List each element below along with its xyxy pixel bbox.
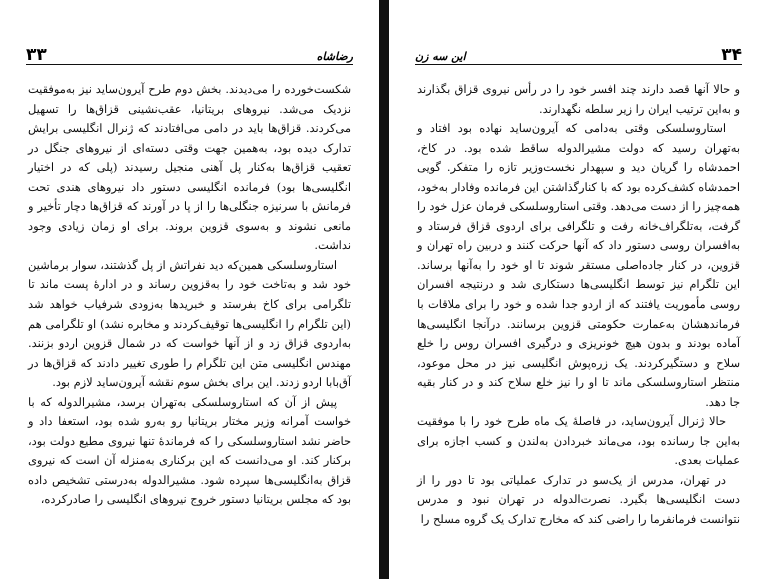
page-header (26, 42, 353, 65)
paragraph: پیش از آن که استاروسلسکی به‌تهران برسد، مشیرالدوله که با خواست آمرانه وزیر مختار بریتانیا رو به‌رو شده بود، استعفا داد و حاضر نشد استاروسلسکی را که فرماندهٔ تنها نیروی مطیع دولت بود، برکنار کند. او می‌دانست که این برکناری به‌منزله آن است که نیروی قزاق به‌انگلیسی‌ها سپرده شود. مشیرالدوله به‌درستی تشخیص داده بود که مجلس بریتانیا دستور خروج نیروهای انگلیسی را صادرکرده، (28, 394, 351, 507)
paragraph: استاروسلسکی همین‌که دید نفراتش از پل گذشتند، سوار برماشین خود شد و به‌تاخت خود را به‌قزوین رساند و در ادارهٔ پست ماند تا تلگرامی برای کاخ بفرستد و خبرید‌ها به‌زودی شرفیاب خواهد شد (این تلگرام را انگلیسی‌ها توقیف‌کردند و مخابره نشد) او تلگرامی هم به‌اردوی قزاق زد و از آنها خواست که در شمال قزوین اردو بزنند. مهندس انگلیسی متن این تلگرام را طوری تغییر دادند که قزاق‌ها در آق‌بابا اردو زدند. این برای بخش سوم نقشه آیرون‌ساید لازم بود. (28, 257, 351, 390)
running-title: این سه زن (415, 50, 466, 63)
paragraph: استاروسلسکی وقتی به‌دامی که آیرون‌ساید نهاده بود افتاد و به‌تهران رسید که دولت مشیرالدوله ساقط شده بود. در کاخ، احمدشاه را گریان دید و سپهدار نخست‌وزیر تازه را متفکر. گویی احمدشاه کشف‌کرده بود که با کنارگذاشتن این فرمانده وفادار به‌خود، همه‌چیز را از دست می‌دهد. وقتی استاروسلسکی فرمان عزل خود را گرفت، به‌تلگراف‌خانه رفت و تلگرافی برای اردوی قزاق فرستاد و به‌افسران روسی دستور داد که آنها حرکت کنند و دربین راه تهران و قزوین، در کنار جاده‌اصلی مستقر شوند تا او خود را به‌آنها برساند. این تلگرام نیز توسط انگلیسی‌ها دستکاری شد و درنتیجه افسران روسی مأموریت یافتند که از اردو جدا شده و خود را برای ملاقات با فرماندهشان به‌عمارت حکومتی قزوین برسانند. درآنجا انگلیسی‌ها آماده بودند و بدون هیچ خونریزی و درگیری افسران روس را خلع سلاح و دستگیرکردند. یک زره‌پوش انگلیسی نیز در محل موعود، منتظر استاروسلسکی ماند تا او را نیز خلع سلاح کند و در کنار بقیه جا دهد. (417, 121, 740, 409)
page-header (415, 42, 742, 65)
paragraph: در تهران، مدرس از یک‌سو در تدارک عملیاتی بود تا دور را از دست انگلیسی‌ها بگیرد. نصرت‌الدوله در تهران نبود و مدرس نتوانست فرمانفرما را راضی کند که مخارج تدارک یک گروه مسلح را (417, 472, 740, 527)
paragraph: و حالا آنها قصد دارند چند افسر خود را در رأس نیروی قزاق بگذارند و به‌این ترتیب ایران را زیر سلطه نگهدارند. (417, 82, 740, 116)
paragraph: شکست‌خورده را می‌دیدند. بخش دوم طرح آیرون‌ساید نیز به‌موفقیت نزدیک می‌شد. نیروهای بریتانیا، عقب‌نشینی قزاق‌ها را تسهیل می‌کردند. قزاق‌ها باید در دامی می‌افتادند که ژنرال انگلیسی برایش تدارک دیده بود، به‌همین جهت وقتی دسته‌ای از نیروهای جنگل در تعقیب قزاق‌ها به‌کنار پل آهنی منجیل رسیدند (پلی که در اختیار انگلیسی‌ها بود) فرمانده انگلیسی دستور داد نیروهای هندی تحت فرمانش با سرنیزه جنگلی‌ها را از پا در آورند که قزاق‌ها دچار تأخیر و مانعی نشوند و به‌سوی قزوین بروند. برای او زمان زیادی وجود نداشت. (28, 82, 351, 253)
right-page (387, 0, 768, 579)
page-body (28, 80, 351, 510)
paragraph: حالا ژنرال آیرون‌ساید، در فاصلهٔ یک ماه طرح خود را با موفقیت به‌این جا رسانده بود، می‌ماند خبردادن به‌لندن و کسب اجازه برای عملیات بعدی. (417, 414, 740, 468)
page-number: ۳۳ (26, 45, 47, 65)
left-page (0, 0, 381, 579)
page-number: ۳۴ (721, 45, 742, 65)
running-title: رضاشاه (316, 50, 353, 63)
page-body (417, 80, 740, 530)
